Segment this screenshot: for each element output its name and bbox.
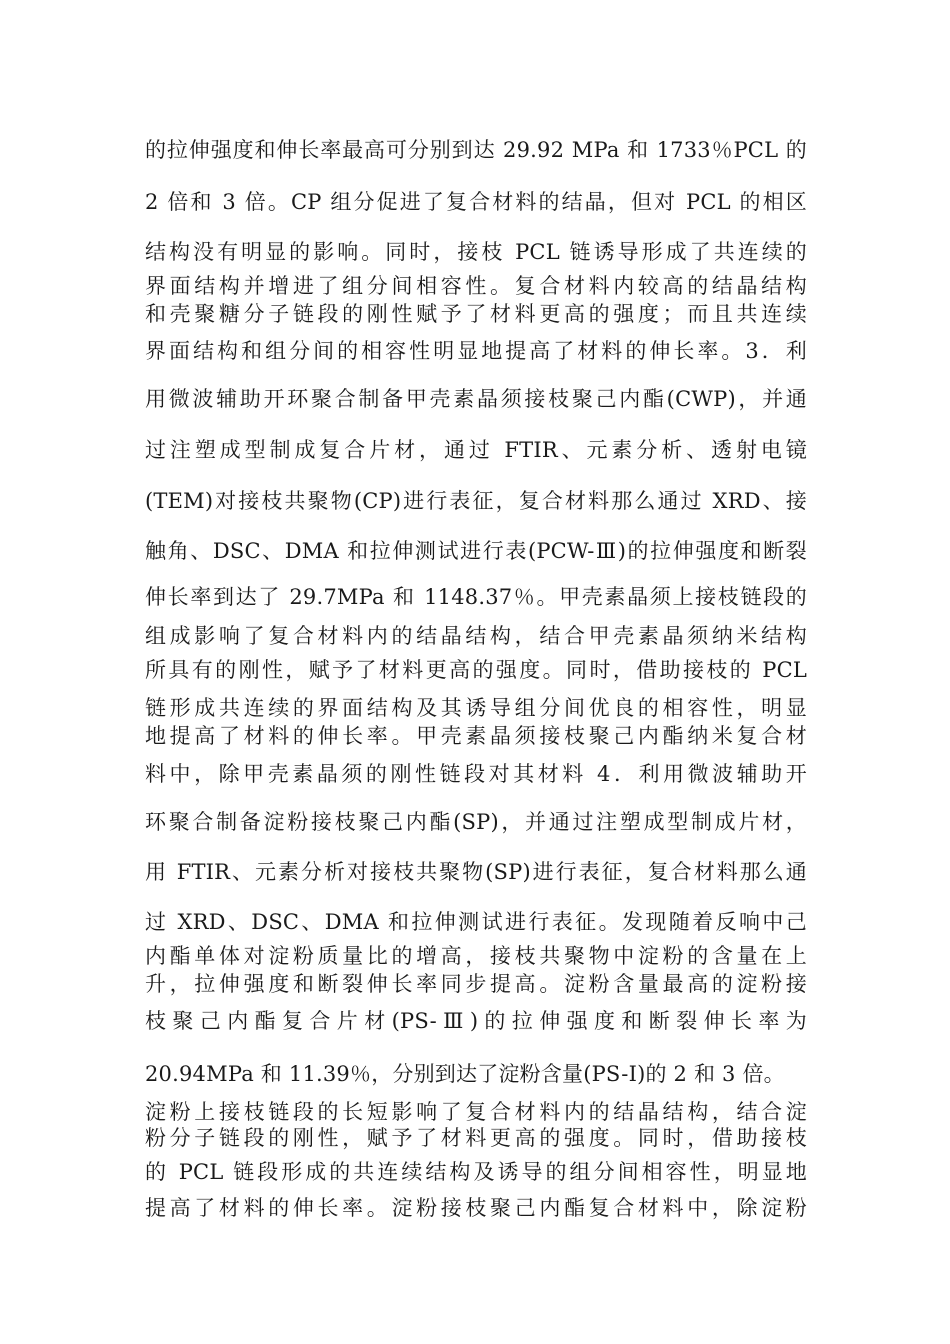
- text-line: 料中，除甲壳素晶须的刚性链段对其材料 4．利用微波辅助开: [145, 762, 807, 786]
- text-line: 所具有的刚性，赋予了材料更高的强度。同时，借助接枝的 PCL: [145, 658, 807, 682]
- text-line: 和壳聚糖分子链段的刚性赋予了材料更高的强度；而且共连续: [145, 302, 807, 326]
- text-line: 伸长率到达了 29.7MPa 和 1148.37％。甲壳素晶须上接枝链段的: [145, 585, 807, 609]
- text-line: (TEM)对接枝共聚物(CP)进行表征，复合材料那么通过 XRD、接: [145, 489, 807, 513]
- text-line: 用 FTIR、元素分析对接枝共聚物(SP)进行表征，复合材料那么通: [145, 860, 807, 884]
- text-line: 的拉伸强度和伸长率最高可分别到达 29.92 MPa 和 1733％PCL 的: [145, 138, 807, 162]
- text-line: 淀粉上接枝链段的长短影响了复合材料内的结晶结构，结合淀: [145, 1100, 807, 1124]
- text-line: 过注塑成型制成复合片材，通过 FTIR、元素分析、透射电镜: [145, 438, 807, 462]
- text-line: 提高了材料的伸长率。淀粉接枝聚己内酯复合材料中，除淀粉: [145, 1196, 807, 1220]
- text-line: 链形成共连续的界面结构及其诱导组分间优良的相容性，明显: [145, 696, 807, 720]
- text-line: 触角、DSC、DMA 和拉伸测试进行表(PCW-Ⅲ)的拉伸强度和断裂: [145, 539, 807, 563]
- text-line: 粉分子链段的刚性，赋予了材料更高的强度。同时，借助接枝: [145, 1126, 807, 1150]
- text-line: 结构没有明显的影响。同时，接枝 PCL 链诱导形成了共连续的: [145, 240, 807, 264]
- text-line: 枝聚己内酯复合片材(PS-Ⅲ)的拉伸强度和断裂伸长率为: [145, 1009, 807, 1033]
- text-line: 升，拉伸强度和断裂伸长率同步提高。淀粉含量最高的淀粉接: [145, 972, 807, 996]
- text-line: 界面结构并增进了组分间相容性。复合材料内较高的结晶结构: [145, 274, 807, 298]
- text-line: 过 XRD、DSC、DMA 和拉伸测试进行表征。发现随着反响中己: [145, 910, 807, 934]
- text-line: 的 PCL 链段形成的共连续结构及诱导的组分间相容性，明显地: [145, 1160, 807, 1184]
- text-line: 组成影响了复合材料内的结晶结构，结合甲壳素晶须纳米结构: [145, 624, 807, 648]
- text-line: 20.94MPa 和 11.39％，分别到达了淀粉含量(PS-Ⅰ)的 2 和 3 倍。: [145, 1062, 785, 1086]
- text-line: 2 倍和 3 倍。CP 组分促进了复合材料的结晶，但对 PCL 的相区: [145, 190, 807, 214]
- text-line: 环聚合制备淀粉接枝聚己内酯(SP)，并通过注塑成型制成片材，: [145, 810, 807, 834]
- text-line: 地提高了材料的伸长率。甲壳素晶须接枝聚己内酯纳米复合材: [145, 724, 807, 748]
- text-line: 用微波辅助开环聚合制备甲壳素晶须接枝聚己内酯(CWP)，并通: [145, 387, 807, 411]
- text-line: 界面结构和组分间的相容性明显地提高了材料的伸长率。3．利: [145, 339, 807, 363]
- text-line: 内酯单体对淀粉质量比的增高，接枝共聚物中淀粉的含量在上: [145, 944, 807, 968]
